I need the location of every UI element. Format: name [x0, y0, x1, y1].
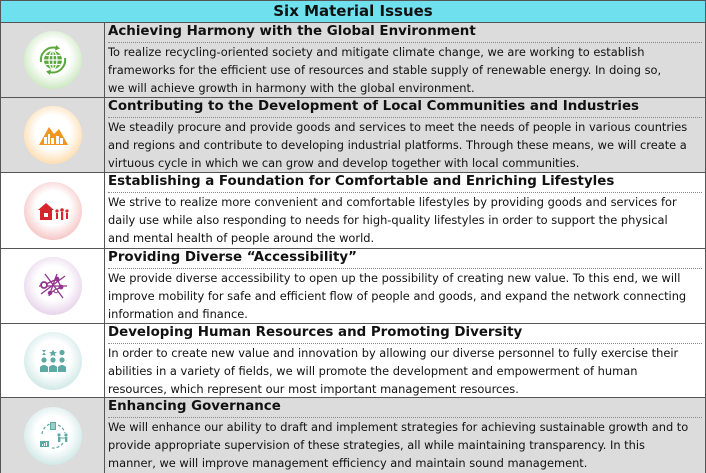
description-line: improve mobility for safe and efficient flow of people and goods, and expand the network connecting — [108, 289, 687, 303]
issue-title: Establishing a Foundation for Comfortable and Enriching Lifestyles — [108, 173, 702, 193]
description-line: In order to create new value and innovation by allowing our diverse personnel to fully exercise their — [108, 346, 679, 360]
issue-row-communities — [1, 98, 705, 173]
description-line: provide appropriate supervision of these strategies, all while maintaining transparency. In this — [108, 438, 645, 452]
issue-description — [108, 43, 702, 97]
issue-title: Contributing to the Development of Local Communities and Industries — [108, 98, 702, 118]
issue-title: Providing Diverse “Accessibility” — [108, 249, 702, 269]
description-line: We strive to realize more convenient and comfortable lifestyles by providing goods and services for — [108, 195, 677, 209]
issue-title: Enhancing Governance — [108, 398, 702, 418]
description-line: abilities in a variety of fields, we will promote the development and empowerment of human — [108, 364, 638, 378]
issue-row-accessibility — [1, 249, 705, 324]
mountain-city-icon — [24, 106, 82, 164]
description-line: and regions and contribute to developing industrial platforms. Through these means, we will create a — [108, 138, 687, 152]
issue-description — [108, 344, 702, 398]
house-family-icon — [24, 182, 82, 240]
issue-row-human-resources — [1, 324, 705, 398]
issue-description — [108, 118, 702, 172]
description-line: virtuous cycle in which we can grow and develop together with local communities. — [108, 156, 580, 170]
people-icon — [24, 332, 82, 390]
description-line: we will achieve growth in harmony with the global environment. — [108, 81, 475, 95]
description-line: manner, we will improve management efficiency and maintain sound management. — [108, 456, 588, 470]
description-line: resources, which represent our most important management resources. — [108, 382, 519, 396]
globe-recycle-icon — [24, 31, 82, 89]
description-line: We provide diverse accessibility to open up the possibility of creating new value. To this end, we will — [108, 271, 681, 285]
description-line: daily use while also responding to needs for high-quality lifestyles in order to support the physical — [108, 213, 668, 227]
issue-row-lifestyles — [1, 173, 705, 249]
issue-title: Developing Human Resources and Promoting Diversity — [108, 324, 702, 344]
issue-title: Achieving Harmony with the Global Environment — [108, 23, 702, 43]
description-line: To realize recycling-oriented society and mitigate climate change, we are working to establish — [108, 45, 645, 59]
network-icon — [24, 257, 82, 315]
issue-description — [108, 269, 702, 323]
issue-row-environment — [1, 23, 705, 98]
description-line: We steadily procure and provide goods and services to meet the needs of people in various countries — [108, 120, 688, 134]
description-line: and mental health of people around the world. — [108, 231, 375, 245]
description-line: frameworks for the efficient use of resources and stable supply of renewable energy. In doing so, — [108, 63, 662, 77]
description-line: information and finance. — [108, 307, 248, 321]
table-header: Six Material Issues — [1, 1, 705, 23]
issue-description — [108, 193, 702, 247]
issue-description — [108, 418, 702, 472]
issue-row-governance — [1, 398, 705, 473]
description-line: We will enhance our ability to draft and implement strategies for achieving sustainable growth and to — [108, 420, 689, 434]
governance-cycle-icon — [24, 407, 82, 465]
